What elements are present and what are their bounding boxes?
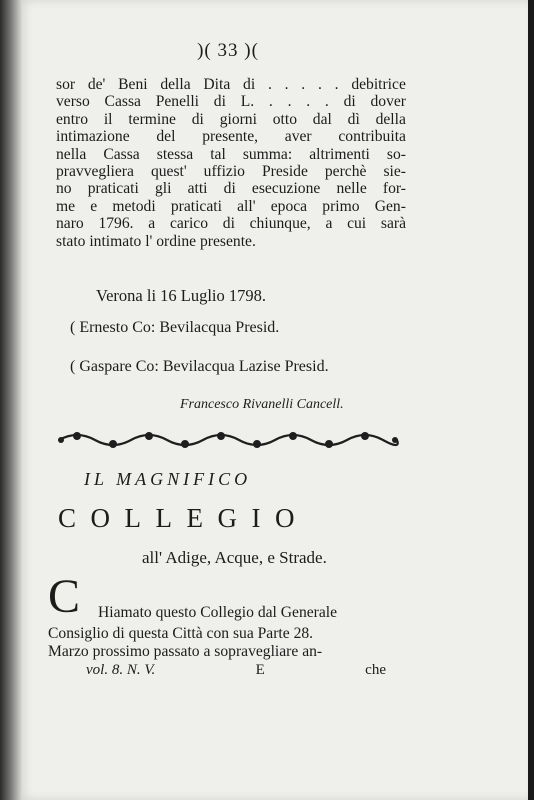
gathering-letter: E <box>255 662 265 678</box>
paragraph-line: Hiamato questo Collegio dal Generale <box>98 604 338 621</box>
paragraph-line: Consiglio di questa Città con sua Parte 28. <box>48 625 314 642</box>
signature-president-2: ( Gaspare Co: Bevilacqua Lazise Presid. <box>70 358 329 375</box>
body-line: stato intimato l' ordine presente. <box>56 232 256 250</box>
drop-cap: C <box>48 570 81 623</box>
body-line: naro 1796. a carico di chiunque, a cui sarà <box>56 215 406 233</box>
heading-title: COLLEGIO <box>58 503 309 533</box>
heading-subtitle: all' Adige, Acque, e Strade. <box>142 548 327 567</box>
body-text <box>56 76 406 250</box>
body-line: me e metodi praticati all' epoca primo Gen- <box>56 197 406 215</box>
signature-chancellor: Francesco Rivanelli Cancell. <box>180 397 344 412</box>
paragraph-line: Marzo prossimo passato a sopravegliare an- <box>48 643 323 660</box>
page-edge-shadow <box>0 0 22 800</box>
signature-mark: vol. 8. N. V. <box>86 662 156 678</box>
page-number: )( 33 )( <box>197 40 259 61</box>
catchword: che <box>365 662 386 678</box>
page-footer <box>86 662 386 679</box>
body-line: entro il termine di giorni otto dal dì della <box>56 110 406 128</box>
dateline: Verona li 16 Luglio 1798. <box>96 286 267 305</box>
body-line: pravvegliera quest' uffizio Preside perchè sie- <box>56 163 406 181</box>
body-line: verso Cassa Penelli di L. . . . . di dover <box>56 93 406 111</box>
body-line: sor de' Beni della Dita di . . . . . debitrice <box>56 76 406 93</box>
body-line: no praticati gli atti di esecuzione nelle for- <box>56 180 406 198</box>
heading-line-1: IL MAGNIFICO <box>84 469 252 489</box>
body-line: intimazione del presente, aver contribuita <box>56 128 406 146</box>
body-line: nella Cassa stessa tal summa: altrimenti so- <box>56 145 406 163</box>
signature-president: ( Ernesto Co: Bevilacqua Presid. <box>70 319 280 336</box>
floral-ornament-divider <box>55 428 400 450</box>
